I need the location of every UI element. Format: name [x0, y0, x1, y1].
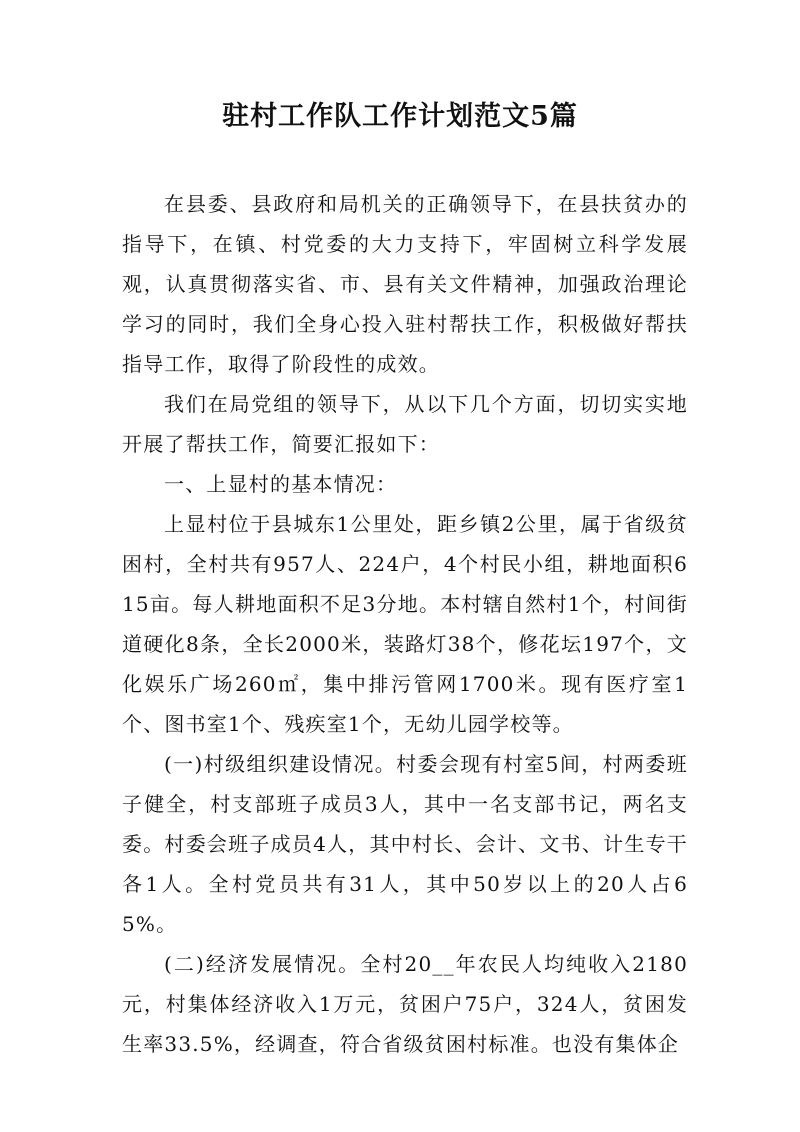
paragraph-overview: 我们在局党组的领导下，从以下几个方面，切切实实地开展了帮扶工作，简要汇报如下： — [122, 392, 688, 456]
paragraph-economy: (二)经济发展情况。全村20__年农民人均纯收入2180元，村集体经济收入1万元，贫困户75户，324人，贫困发生率33.5%，经调查，符合省级贫困村标准。也没有集体企 — [122, 952, 688, 1056]
document-body — [122, 184, 688, 1064]
paragraph-organization: (一)村级组织建设情况。村委会现有村室5间，村两委班子健全，村支部班子成员3人，其中一名支部书记，两名支委。村委会班子成员4人，其中村长、会计、文书、计生专干各1人。全村党员共有31人，其中50岁以上的20人占65%。 — [122, 752, 688, 936]
paragraph-village-info: 上显村位于县城东1公里处，距乡镇2公里，属于省级贫困村，全村共有957人、224户，4个村民小组，耕地面积615亩。每人耕地面积不足3分地。本村辖自然村1个，村间街道硬化8条，全长2000米，装路灯38个，修花坛197个，文化娱乐广场260㎡，集中排污管网1700米。现有医疗室1个、图书室1个、残疾室1个，无幼儿园学校等。 — [122, 512, 688, 736]
document-title: 驻村工作队工作计划范文5篇 — [222, 101, 578, 132]
paragraph-intro: 在县委、县政府和局机关的正确领导下，在县扶贫办的指导下，在镇、村党委的大力支持下，牢固树立科学发展观，认真贯彻落实省、市、县有关文件精神，加强政治理论学习的同时，我们全身心投入驻村帮扶工作，积极做好帮扶指导工作，取得了阶段性的成效。 — [122, 192, 688, 376]
section-heading-basic-info: 一、上显村的基本情况： — [164, 472, 398, 496]
